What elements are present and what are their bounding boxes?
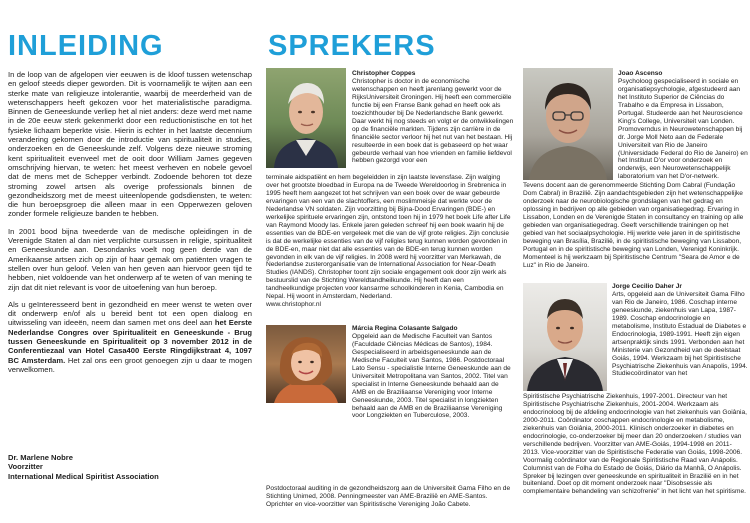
coppes-bio-wide: terminale aidspatiënt en hem begeleidden in zijn laatste levensfase. Zijn walging over het grootste bloedbad in Europa na de Tweede Wereldoorlog in Srebrenica in 1995 heeft hem aangezet tot het schrijven van een boek over de waar gebeurde ervaringen van een van de slachtoffers, een moslimmeisje dat werkte voor de Nederlandse VN soldaten. Zijn voorzitting bij Bijna-Dood Ervaringen (BDE-) en werkelijke spirituele ervaringen zijn, ontstond toen hij in 1979 het boek Life after Life van Raymond Moody las. Enkele jaren geleden schreef hij een boek waarin hij de essenties van de BDE-en vergeleek met die van de vijf grote religies. Zijn conclusie is dat de werkelijke essenties van de vijf religies terug kunnen worden gevonden in de BDE-en, maar niet dat alle essenties van de BDE-en terug kunnen worden gevonden in elk van de vijf religies. In 2008 werd hij voorzitter van Merkawah, de Nederlandse zusterorganisatie van de International Association for Near-Death Studies (IANDS). Christopher toont zijn sociale engagement ook door zijn werk als bestuurslid van de Stichting Wereldtandheilkunde. Hij heeft dan een tandheelkundige projecten voor kansarme schoolkinderen in Kenia, Cambodia en Nepal. Hij woont in Amsterdam, Nederland. bbox=[266, 174, 511, 301]
ascenso-bio-top bbox=[618, 70, 748, 181]
coppes-url: www.christophor.nl bbox=[266, 301, 321, 309]
coppes-bio-bottom bbox=[266, 174, 514, 309]
salgado-name: Márcia Regina Colasante Salgado bbox=[352, 325, 458, 332]
ascenso-bio-narrow: Psycholoog gespecialiseerd in sociale en organisatiepsychologie, afgestudeerd aan het Instituto Superior de Ciências do Trabalho e da Empresa in Lissabon, Portugal. Studeerde aan het Neuroscience King's College, Universiteit van Londen. Promoverndus in Neurowetenschappen bij dr. Jorge Moll Neto aan de Federale Universiteit van Rio de Janeiro (Universidade Federal do Rio de Janeiro) en het Instituut D'or voor onderzoek en onderwijs, een Neurowetenschappelijk laboratorium van het D'or-netwerk. bbox=[618, 77, 748, 181]
ascenso-name: Joao Ascenso bbox=[618, 70, 663, 77]
coppes-bio-narrow: Christopher is doctor in de economische wetenschappen en heeft jarenlang gewerkt voor de RijksUniversiteit Groningen. Hij heeft een commerciële functie bij een Franse Bank gehad en heeft ook als toezichthouder bij De Nederlandsche Bank gewerkt. Daar werkt hij nog steeds en volgt er de ontwikkelingen op de financiële markten. Tijdens zijn carrière in de financiële sector verloor hij het nut van het bestaan. Hij resulteerde in een boek dat is gebaseerd op het waar gebeurde verhaal van hoe vrienden en familie liefdevol hebben gezorgd voor een bbox=[352, 77, 514, 165]
salgado-bio-wide: Postdoctoraal auditing in de gezondheidszorg aan de Universiteit Gama Filho en de Stichting Unimed, 2008. Penningmeester van AME-Brazilië en AME-Santos. Oprichter en vice-voorzitter van Spiritistische Vereniging João Cabete. bbox=[266, 485, 511, 508]
daher-bio-narrow: Arts, opgeleid aan de Universiteit Gama Filho van Rio de Janeiro, 1986. Coschap interne geneeskunde, ziekenhuis van Lapa, 1987-1989. Coschap endocrinologie en metabolisme, Instituto Estadual de Diabetes e Endocrinologia, 1989-1991. Heeft zijn eigen artsenpraktijk sinds 1991. Verbonden aan het Ministerie van Gezondheid van de deelstaat Goiás, 1994. Werkzaam bij het Spiritistische Psychiatrische Ziekenhuis van Anapolis, 1994. Studiecoördinator van het bbox=[612, 290, 748, 378]
daher-bio-bottom bbox=[523, 393, 747, 496]
welcome-text: Het zal ons een groot genoegen zijn u daar te mogen verwelkomen. bbox=[8, 355, 252, 374]
daher-bio-top bbox=[612, 283, 748, 378]
signature-name: Dr. Marlene Nobre bbox=[8, 453, 73, 462]
daher-name: Jorge Cecilio Daher Jr bbox=[612, 283, 682, 290]
intro-title: INLEIDING bbox=[8, 30, 164, 62]
intro-paragraph-2: In 2001 bood bijna tweederde van de medische opleidingen in de Verenigde Staten al dan niet verplichte cursussen in religie, spiritualiteit en Geneeskunde aan. Desondanks voelt nog geen derde van de Amerikaanse artsen zich op zijn of haar gemak om patiënten vragen te stellen over hun geloof. Velen van hen geven aan hiervoor geen tijd te hebben, niet voldoende van het onderwerp af te weten of van mening te zijn dat dit niet relevant is voor de uitoefening van hun beroep. bbox=[8, 226, 252, 292]
salgado-bio-narrow: Opgeleid aan de Medische Faculteit van Santos (Faculdade Ciências Médicas de Santos), 1984. Gespecialiseerd in arbeidsgeneeskunde aan de Medische Faculteit van Santos, 1986. Postdoctoraal Lato Sensu - specialistie Interne Geneeskunde aan de Universiteit Metropolitana van Santos, 2002. Titel van specialist in Interne Geneeskunde behaald aan de AMB en de Braziliaanse Vereniging voor Interne Geneeskunde, 2003. Titel specialist in longziekten behaald aan de AMB en de Braziliaanse Vereniging voor Longziekten en Tuberculose, 2003. bbox=[352, 332, 511, 420]
signature-org: International Medical Spiritist Association bbox=[8, 471, 159, 481]
intro-paragraph-1: In de loop van de afgelopen vier eeuwen is de kloof tussen wetenschap en geloof steeds dieper geworden. Dit is voornamelijk te wijten aan een sterke mate van religieuze intolerantie, waarbij de meerderheid van de wetenschappers heeft gekozen voor het materialistische paradigma. Binnen de Geneeskunde verliep het al niet anders: deze werd met name in de 20e eeuw sterk gekenmerkt door een reductionistische en tot het fysieke lichaam beperkte visie. Hierin is echter in het laatste decennium verandering gekomen door de introductie van spiritualiteit in studies, onderzoeken en de Geneeskunde zelf. Volgens deze nieuwe stroming kent spiritualiteit evenveel met de ooit door William James gegeven omschrijving hiervan, te weten: het meest verheven en nobele gevoel dat de mens met de Schepper verbindt. Zodoende behoren tot deze stroming zowel artsen als overige professionals binnen de gezondheidszorg met de meest uiteenlopende godsdiensten, te weten: die hun beroepsgroep die alleen maar in een Opperwezen geloven zonder formele religieuze banden te hebben. bbox=[8, 70, 252, 219]
ascenso-bio-wide: Tevens docent aan de gerenommeerde Stichting Dom Cabral (Fundação Dom Cabral) in Brazilië. Zijn aandachtsgebieden zijn het wetenschappelijke onderzoek naar de neurobiologische grondslagen van het gedrag en oplossing in bedrijven op alle gebieden van organisatiegedrag. Ervaring in Lissabon, Londen en de Verenigde Staten in consultancy en training op alle gebieden van organisatiegedrag. Geeft verschillende trainingen op het gebied van het sociaalpsychologie. Hij werkte vele jaren in de spiritistische beweging van Brasília, Brazilië, in de spiritistische beweging van Lissabon, Portugal en in de spiritistische beweging van Londen, Verenigd Koninkrijk. Momenteel is hij werkzaam bij Spiritistische Centrum "Seara de Amor e de Luz" in Rio de Janeiro. bbox=[523, 182, 744, 269]
christopher-coppes-photo bbox=[266, 68, 346, 168]
ascenso-bio-bottom bbox=[523, 182, 747, 269]
intro-text bbox=[8, 70, 252, 382]
salgado-bio-bottom bbox=[266, 485, 514, 509]
joao-ascenso-photo bbox=[523, 68, 613, 180]
coppes-name: Christopher Coppes bbox=[352, 70, 416, 77]
coppes-bio-top bbox=[352, 70, 514, 165]
speakers-title: SPREKERS bbox=[268, 30, 436, 62]
signature bbox=[8, 453, 252, 481]
jorge-daher-photo bbox=[523, 283, 607, 391]
congress-details: het Eerste Nederlandse Congres over Spiritualiteit en Geneeskunde - Brug tussen Geneeskunde en Spiritualiteit op 3 november 2012 in de Conferentiezaal van Hotel Casa400 Eerste Ringdijkstraat 4, 1097 BC Amsterdam. bbox=[8, 318, 252, 365]
invite-text: Als u geïnteresseerd bent in gezondheid en meer wenst te weten over dit onderwerp en/of als u bereid bent tot een open dialoog en uitwisseling van ideeën, neem dan samen met ons deel aan bbox=[8, 299, 252, 328]
marcia-salgado-photo bbox=[266, 325, 346, 403]
salgado-bio-top bbox=[352, 325, 514, 420]
signature-role: Voorzitter bbox=[8, 462, 43, 472]
daher-bio-wide: Spiritistische Psychiatrische Ziekenhuis, 1997-2001. Directeur van het Spiritistische Psychiatrische Ziekenhuis, 2001-2004. Werkzaam als endocrinoloog bij de afdeling endocrinologie van het ziekenhuis van Goiânia, 2000-2011. Coördinator coschappen endocrinologie en metabolisme, ziekenhuis van Goiânia, 2000-2011. Klinisch onderzoeker in diabetes en endocrinologie, co-onderzoeker bij meer dan 20 onderzoeken / studies van verschillende bedrijven. Voorzitter van AME-Goiás, 1994-1998 en 2011-2013. Vice-voorzitter van de Spiritistische Federatie van Goiás, 1998-2006. Voormalig coördinator van de Regionale Spiritistische Raad van Anápolis. Columnist van de Folha do Estado de Goiás, Diário da Manhã, O Anápolis. Spreker bij lezingen over geneeskunde en spiritualiteit in Brazilië en in het buitenland. Doet op dit moment onderzoek naar "Disobsessie als complementaire behandeling van schizofrenie" in het licht van het spiritisme. bbox=[523, 393, 747, 496]
intro-paragraph-3 bbox=[8, 300, 252, 374]
